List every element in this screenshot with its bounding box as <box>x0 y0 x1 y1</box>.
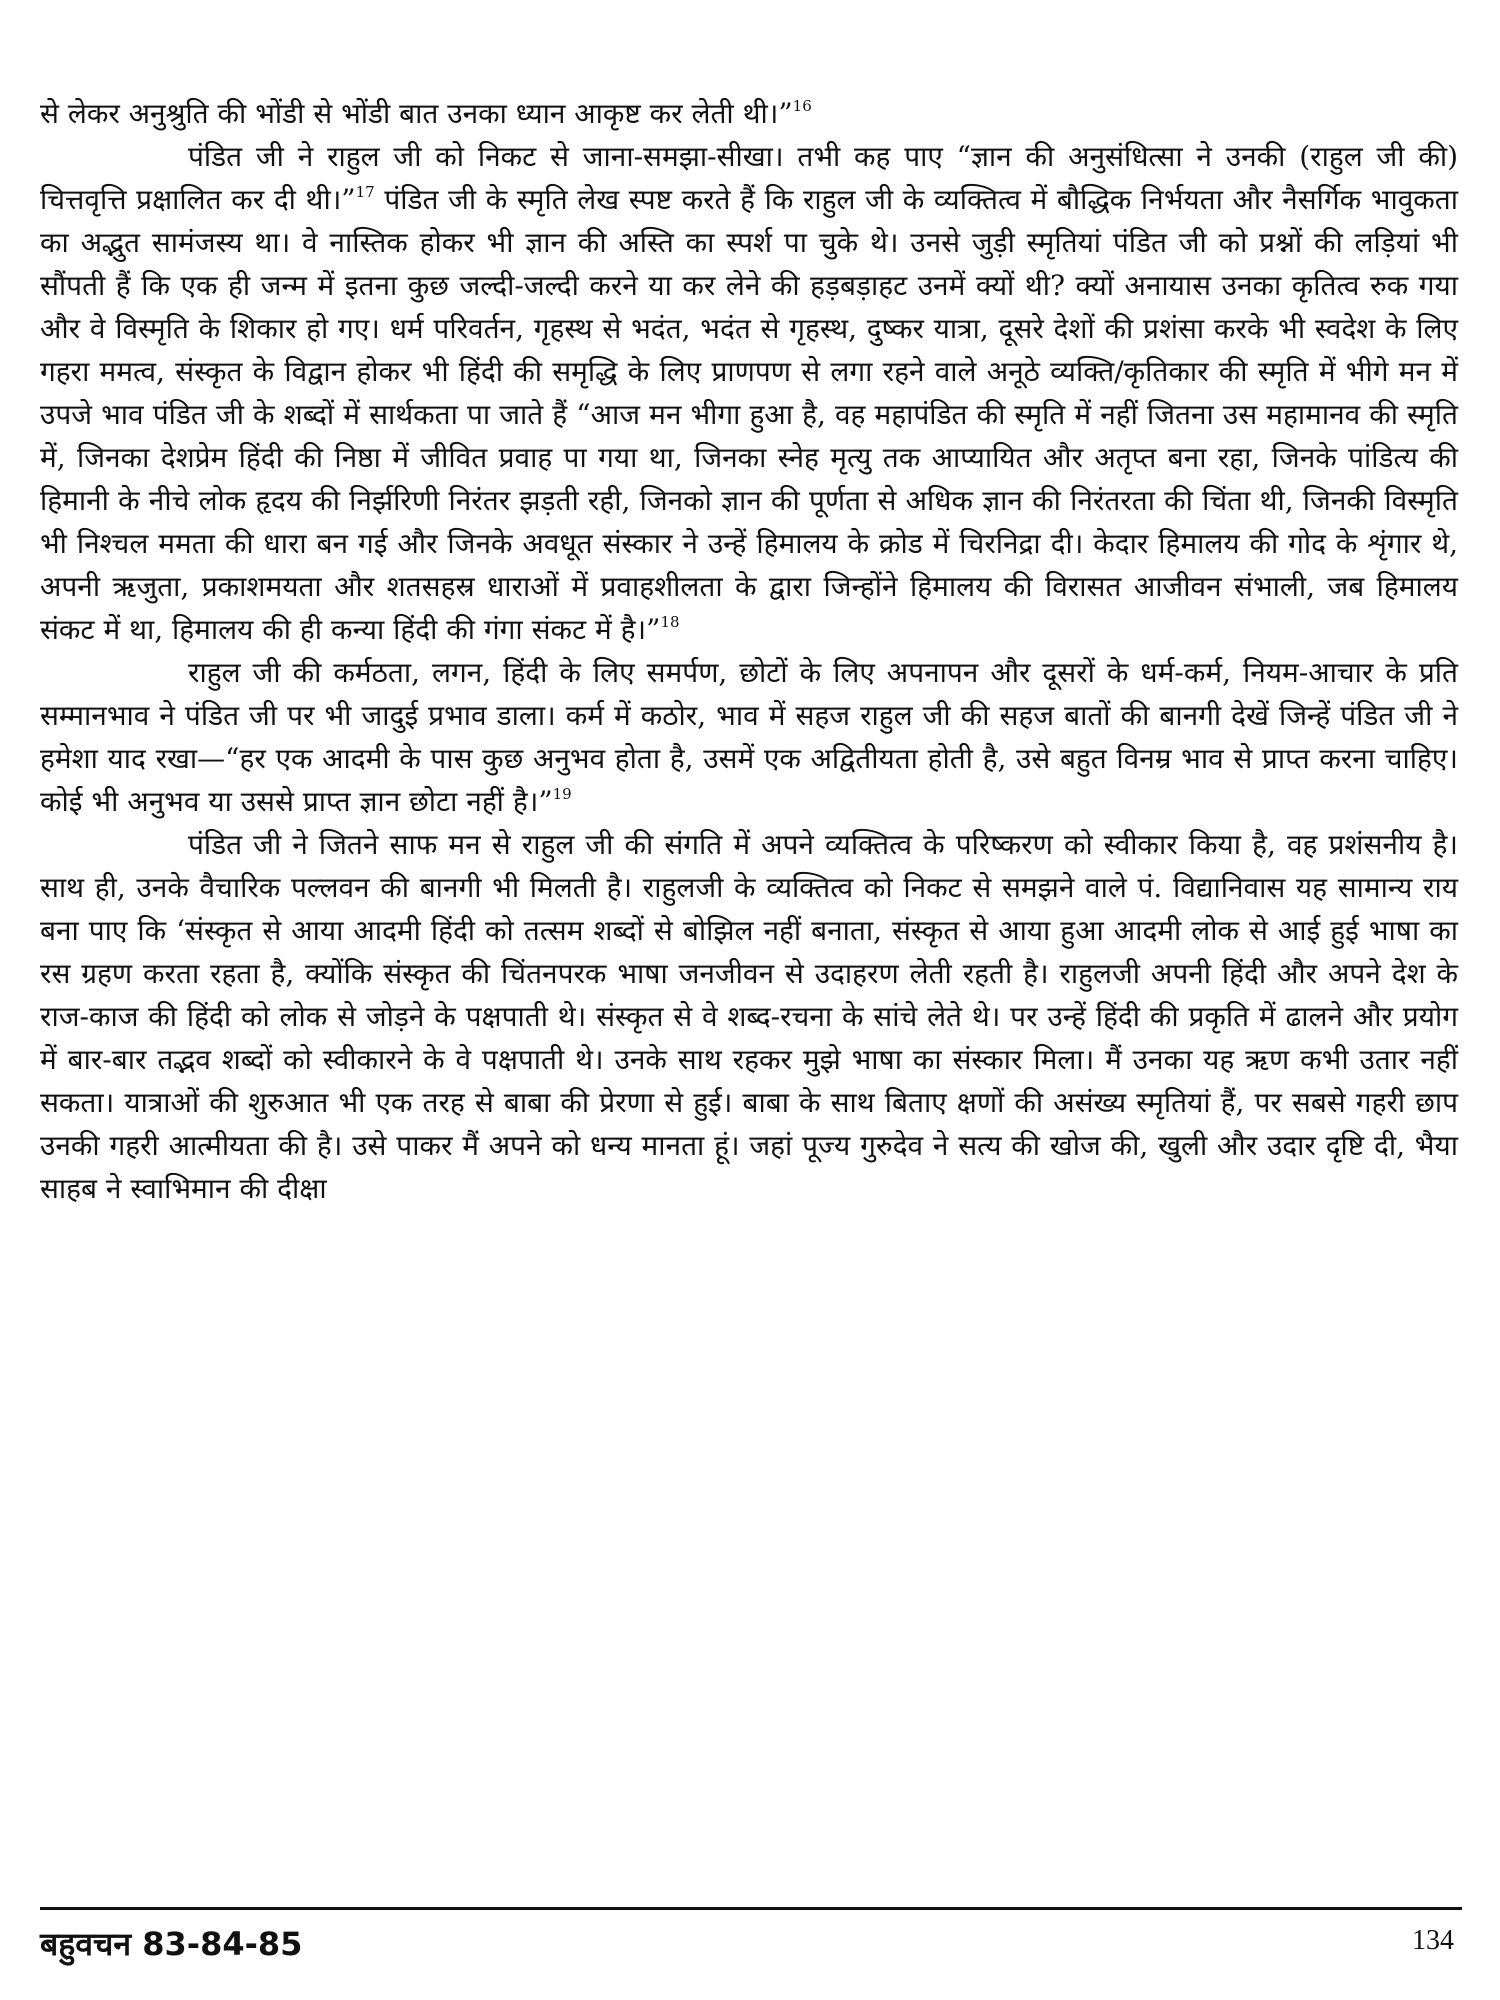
paragraph-text: पंडित जी ने राहुल जी को निकट से जाना-समझा-सीखा। तभी कह पाए “ज्ञान की अनुसंधित्सा ने उनकी (राहुल जी की) चित्तवृत्ति प्रक्षालित कर दी थी।” <box>40 140 1458 216</box>
paragraph-text: पंडित जी के स्मृति लेख स्पष्ट करते हैं कि राहुल जी के व्यक्तित्व में बौद्धिक निर्भयता और नैसर्गिक भावुकता का अद्भुत सामंजस्य था। वे नास्तिक होकर भी ज्ञान की अस्ति का स्पर्श पा चुके थे। उनसे जुड़ी स्मृतियां पंडित जी को प्रश्नों की लड़ियां भी सौंपती हैं कि एक ही जन्म में इतना कुछ जल्दी-जल्दी करने या कर लेने की हड़बड़ाहट उनमें क्यों थी? क्यों अनायास उनका कृतित्व रुक गया और वे विस्मृति के शिकार हो गए। धर्म परिवर्तन, गृहस्थ से भदंत, भदंत से गृहस्थ, दुष्कर यात्रा, दूसरे देशों की प्रशंसा करके भी स्वदेश के लिए गहरा ममत्व, संस्कृत के विद्वान होकर भी हिंदी की समृद्धि के लिए प्राणपण से लगा रहने वाले अनूठे व्यक्ति/कृतिकार की स्मृति में भीगे मन में उपजे भाव पंडित जी के शब्दों में सार्थकता पा जाते हैं “आज मन भीगा हुआ है, वह महापंडित की स्मृति में नहीं जितना उस महामानव की स्मृति में, जिनका देशप्रेम हिंदी की निष्ठा में जीवित प्रवाह पा गया था, जिनका स्नेह मृत्यु तक आप्यायित और अतृप्त बना रहा, जिनके पांडित्य की हिमानी के नीचे लोक हृदय की निर्झरिणी निरंतर झड़ती रही, जिनको ज्ञान की पूर्णता से अधिक ज्ञान की निरंतरता की चिंता थी, जिनकी विस्मृति भी निश्चल ममता की धारा बन गई और जिनके अवधूत संस्कार ने उन्हें हिमालय के क्रोड में चिरनिद्रा दी। केदार हिमालय की गोद के शृंगार थे, अपनी ऋजुता, प्रकाशमयता और शतसहस्र धाराओं में प्रवाहशीलता के द्वारा जिन्होंने हिमालय की विरासत आजीवन संभाली, जब हिमालय संकट में था, हिमालय की ही कन्या हिंदी की गंगा संकट में है।” <box>40 183 1458 646</box>
footnote-ref: 19 <box>552 785 572 803</box>
footnote-ref: 18 <box>660 613 680 631</box>
paragraph-text: से लेकर अनुश्रुति की भोंडी से भोंडी बात उनका ध्यान आकृष्ट कर लेती थी।” <box>40 97 793 130</box>
footer-divider <box>40 1907 1462 1910</box>
footnote-ref: 17 <box>355 183 375 201</box>
journal-title: बहुवचन 83-84-85 <box>40 1925 303 1963</box>
paragraph <box>40 651 1458 823</box>
paragraph-text: राहुल जी की कर्मठता, लगन, हिंदी के लिए समर्पण, छोटों के लिए अपनापन और दूसरों के धर्म-कर्म, नियम-आचार के प्रति सम्मानभाव ने पंडित जी पर भी जादुई प्रभाव डाला। कर्म में कठोर, भाव में सहज राहुल जी की सहज बातों की बानगी देखें जिन्हें पंडित जी ने हमेशा याद रखा—“हर एक आदमी के पास कुछ अनुभव होता है, उसमें एक अद्वितीयता होती है, उसे बहुत विनम्र भाव से प्राप्त करना चाहिए। कोई भी अनुभव या उससे प्राप्त ज्ञान छोटा नहीं है।” <box>40 656 1458 818</box>
paragraph <box>40 135 1458 651</box>
paragraph <box>40 823 1458 1210</box>
body-text <box>40 92 1458 1210</box>
footnote-ref: 16 <box>792 97 812 115</box>
paragraph-continuation <box>40 92 1458 135</box>
paragraph-text: पंडित जी ने जितने साफ मन से राहुल जी की संगति में अपने व्यक्तित्व के परिष्करण को स्वीकार किया है, वह प्रशंसनीय है। साथ ही, उनके वैचारिक पल्लवन की बानगी भी मिलती है। राहुलजी के व्यक्तित्व को निकट से समझने वाले पं. विद्यानिवास यह सामान्य राय बना पाए कि ‘संस्कृत से आया आदमी हिंदी को तत्सम शब्दों से बोझिल नहीं बनाता, संस्कृत से आया हुआ आदमी लोक से आई हुई भाषा का रस ग्रहण करता रहता है, क्योंकि संस्कृत की चिंतनपरक भाषा जनजीवन से उदाहरण लेती रहती है। राहुलजी अपनी हिंदी और अपने देश के राज-काज की हिंदी को लोक से जोड़ने के पक्षपाती थे। संस्कृत से वे शब्द-रचना के सांचे लेते थे। पर उन्हें हिंदी की प्रकृति में ढालने और प्रयोग में बार-बार तद्भव शब्दों को स्वीकारने के वे पक्षपाती थे। उनके साथ रहकर मुझे भाषा का संस्कार मिला। मैं उनका यह ऋण कभी उतार नहीं सकता। यात्राओं की शुरुआत भी एक तरह से बाबा की प्रेरणा से हुई। बाबा के साथ बिताए क्षणों की असंख्य स्मृतियां हैं, पर सबसे गहरी छाप उनकी गहरी आत्मीयता की है। उसे पाकर मैं अपने को धन्य मानता हूं। जहां पूज्य गुरुदेव ने सत्य की खोज की, खुली और उदार दृष्टि दी, भैया साहब ने स्वाभिमान की दीक्षा <box>40 828 1458 1205</box>
page-number: 134 <box>1412 1925 1454 1956</box>
